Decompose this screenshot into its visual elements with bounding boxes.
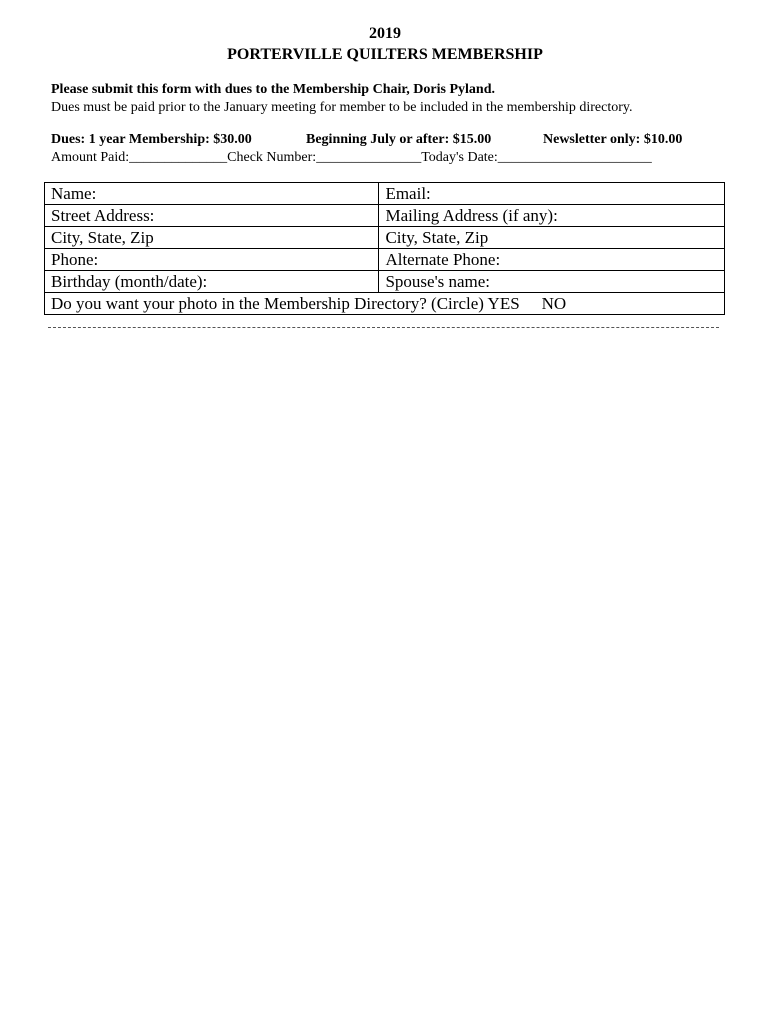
table-row [45,249,725,271]
phone-field[interactable]: Phone: [45,249,379,271]
alternate-phone-field[interactable]: Alternate Phone: [379,249,725,271]
mailing-address-field[interactable]: Mailing Address (if any): [379,205,725,227]
table-row [45,183,725,205]
form-title: PORTERVILLE QUILTERS MEMBERSHIP [227,46,543,63]
table-row [45,271,725,293]
dues-one-year: Dues: 1 year Membership: $30.00 [51,132,252,147]
table-row [45,205,725,227]
member-info-table [44,182,725,315]
photo-question-cell[interactable] [45,293,725,315]
deadline-instructions: Dues must be paid prior to the January meeting for member to be included in the membership directory. [51,100,633,115]
street-address-field[interactable]: Street Address: [45,205,379,227]
mailing-city-state-zip-field[interactable]: City, State, Zip [379,227,725,249]
table-row [45,227,725,249]
city-state-zip-field[interactable]: City, State, Zip [45,227,379,249]
payment-line[interactable]: Amount Paid:______________Check Number:_______________Today's Date:______________________ [51,150,652,165]
form-year: 2019 [369,25,401,42]
photo-question[interactable]: Do you want your photo in the Membership Directory? (Circle) YES [51,294,520,313]
dues-july: Beginning July or after: $15.00 [306,132,492,147]
cut-line-divider [48,327,719,328]
name-field[interactable]: Name: [45,183,379,205]
dues-newsletter: Newsletter only: $10.00 [543,132,683,147]
photo-no-option[interactable]: NO [541,294,567,313]
spouse-name-field[interactable]: Spouse's name: [379,271,725,293]
table-row [45,293,725,315]
submit-instructions: Please submit this form with dues to the Membership Chair, Doris Pyland. [51,82,495,97]
email-field[interactable]: Email: [379,183,725,205]
birthday-field[interactable]: Birthday (month/date): [45,271,379,293]
